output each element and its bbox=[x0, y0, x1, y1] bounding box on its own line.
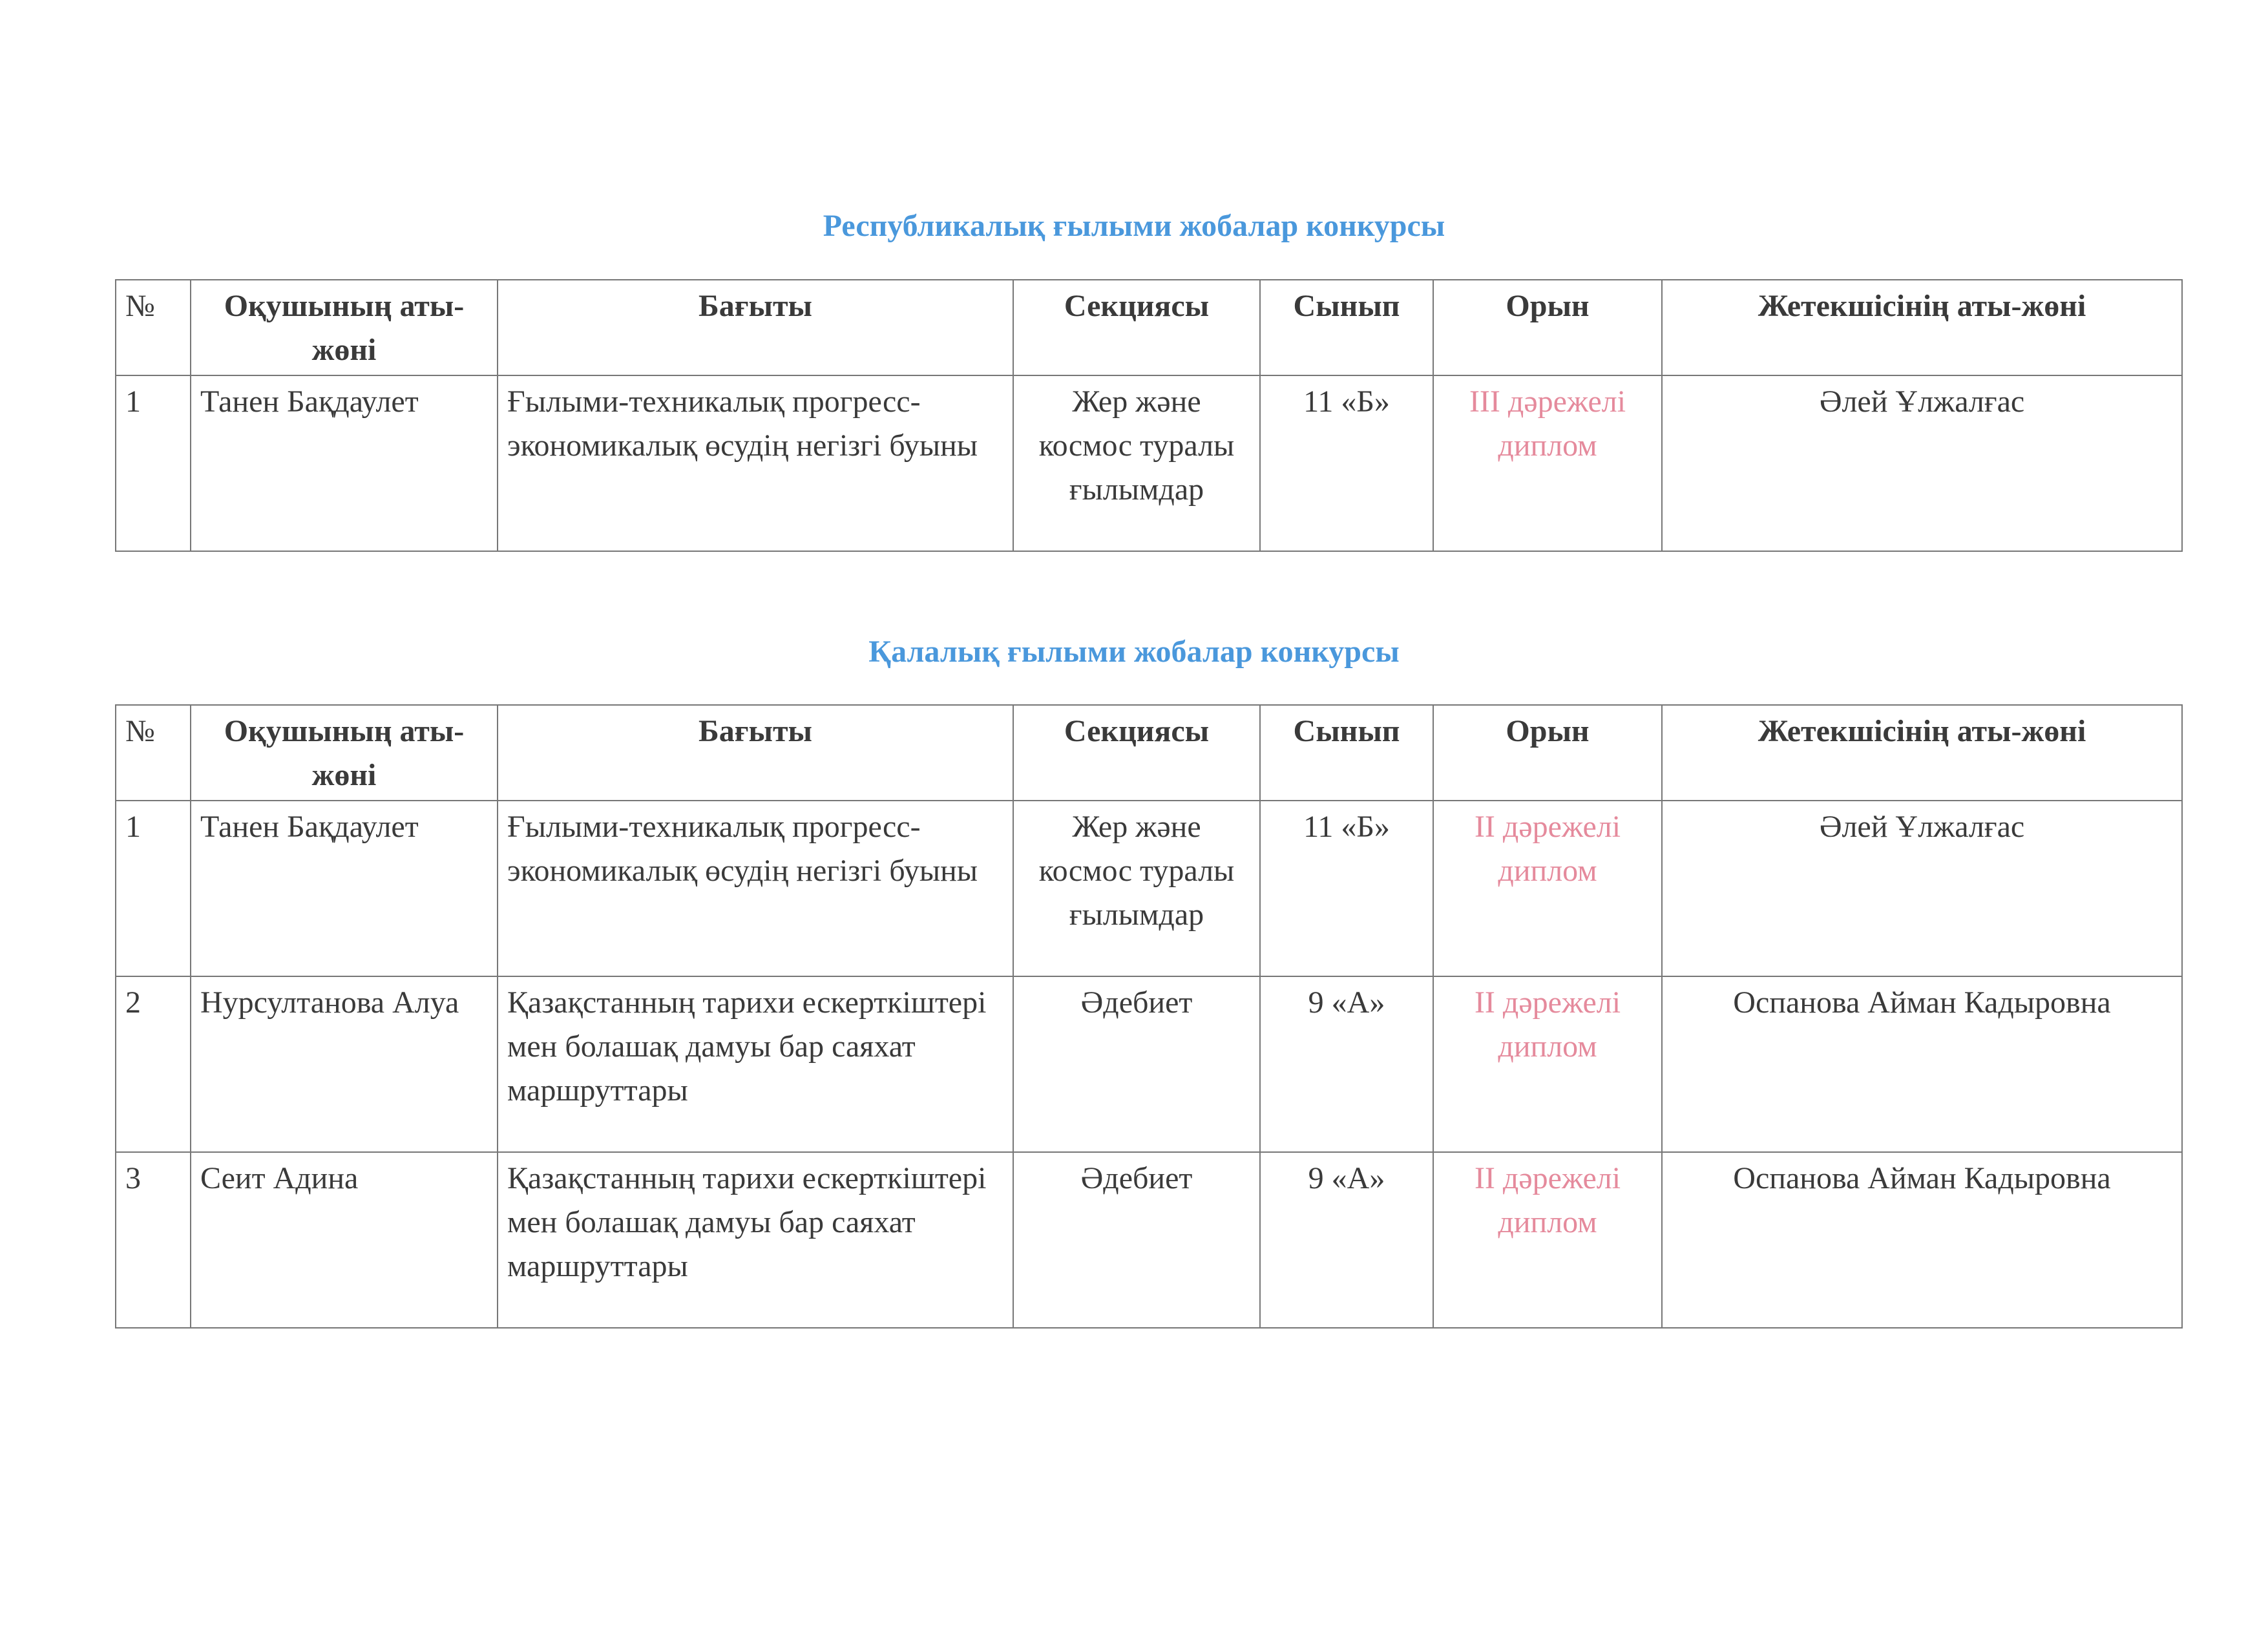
header-supervisor: Жетекшісінің аты-жөні bbox=[1662, 280, 2182, 375]
header-class: Сынып bbox=[1260, 705, 1433, 801]
student-class: 11 «Б» bbox=[1260, 375, 1433, 551]
supervisor-name: Оспанова Айман Кадыровна bbox=[1662, 976, 2182, 1152]
header-supervisor: Жетекшісінің аты-жөні bbox=[1662, 705, 2182, 801]
header-section: Секциясы bbox=[1013, 280, 1260, 375]
supervisor-name: Әлей Ұлжалғас bbox=[1662, 801, 2182, 976]
row-number: 2 bbox=[116, 976, 191, 1152]
header-place: Орын bbox=[1433, 280, 1662, 375]
table-header-row bbox=[116, 280, 2182, 375]
table-row bbox=[116, 375, 2182, 551]
project-direction: Ғылыми-техникалық прогресс-экономикалық өсудің негізгі буыны bbox=[498, 375, 1013, 551]
table-header-row bbox=[116, 705, 2182, 801]
header-student-name: Оқушының аты-жөні bbox=[191, 280, 498, 375]
republic-contest-title: Республикалық ғылыми жобалар конкурсы bbox=[823, 209, 1445, 243]
row-number: 1 bbox=[116, 801, 191, 976]
row-number: 3 bbox=[116, 1152, 191, 1328]
header-section: Секциясы bbox=[1013, 705, 1260, 801]
header-place: Орын bbox=[1433, 705, 1662, 801]
student-name: Танен Бақдаулет bbox=[191, 801, 498, 976]
project-direction: Қазақстанның тарихи ескерткіштері мен болашақ дамуы бар саяхат маршруттары bbox=[498, 976, 1013, 1152]
republic-results-table bbox=[115, 279, 2183, 552]
header-class: Сынып bbox=[1260, 280, 1433, 375]
project-section: Әдебиет bbox=[1013, 1152, 1260, 1328]
project-direction: Ғылыми-техникалық прогресс-экономикалық өсудің негізгі буыны bbox=[498, 801, 1013, 976]
header-number: № bbox=[116, 280, 191, 375]
header-student-name: Оқушының аты-жөні bbox=[191, 705, 498, 801]
city-results-table bbox=[115, 704, 2183, 1329]
student-class: 9 «А» bbox=[1260, 976, 1433, 1152]
student-class: 11 «Б» bbox=[1260, 801, 1433, 976]
header-number: № bbox=[116, 705, 191, 801]
student-name: Танен Бақдаулет bbox=[191, 375, 498, 551]
award-place: II дәрежелі диплом bbox=[1433, 976, 1662, 1152]
student-name: Сеит Адина bbox=[191, 1152, 498, 1328]
award-place: III дәрежелі диплом bbox=[1433, 375, 1662, 551]
header-direction: Бағыты bbox=[498, 280, 1013, 375]
award-place: II дәрежелі диплом bbox=[1433, 801, 1662, 976]
student-class: 9 «А» bbox=[1260, 1152, 1433, 1328]
supervisor-name: Оспанова Айман Кадыровна bbox=[1662, 1152, 2182, 1328]
table-row bbox=[116, 1152, 2182, 1328]
project-section: Жер және космос туралы ғылымдар bbox=[1013, 801, 1260, 976]
table-row bbox=[116, 801, 2182, 976]
table-row bbox=[116, 976, 2182, 1152]
project-direction: Қазақстанның тарихи ескерткіштері мен болашақ дамуы бар саяхат маршруттары bbox=[498, 1152, 1013, 1328]
city-contest-title: Қалалық ғылыми жобалар конкурсы bbox=[868, 635, 1400, 669]
header-direction: Бағыты bbox=[498, 705, 1013, 801]
project-section: Жер және космос туралы ғылымдар bbox=[1013, 375, 1260, 551]
row-number: 1 bbox=[116, 375, 191, 551]
project-section: Әдебиет bbox=[1013, 976, 1260, 1152]
supervisor-name: Әлей Ұлжалғас bbox=[1662, 375, 2182, 551]
student-name: Нурсултанова Алуа bbox=[191, 976, 498, 1152]
award-place: II дәрежелі диплом bbox=[1433, 1152, 1662, 1328]
